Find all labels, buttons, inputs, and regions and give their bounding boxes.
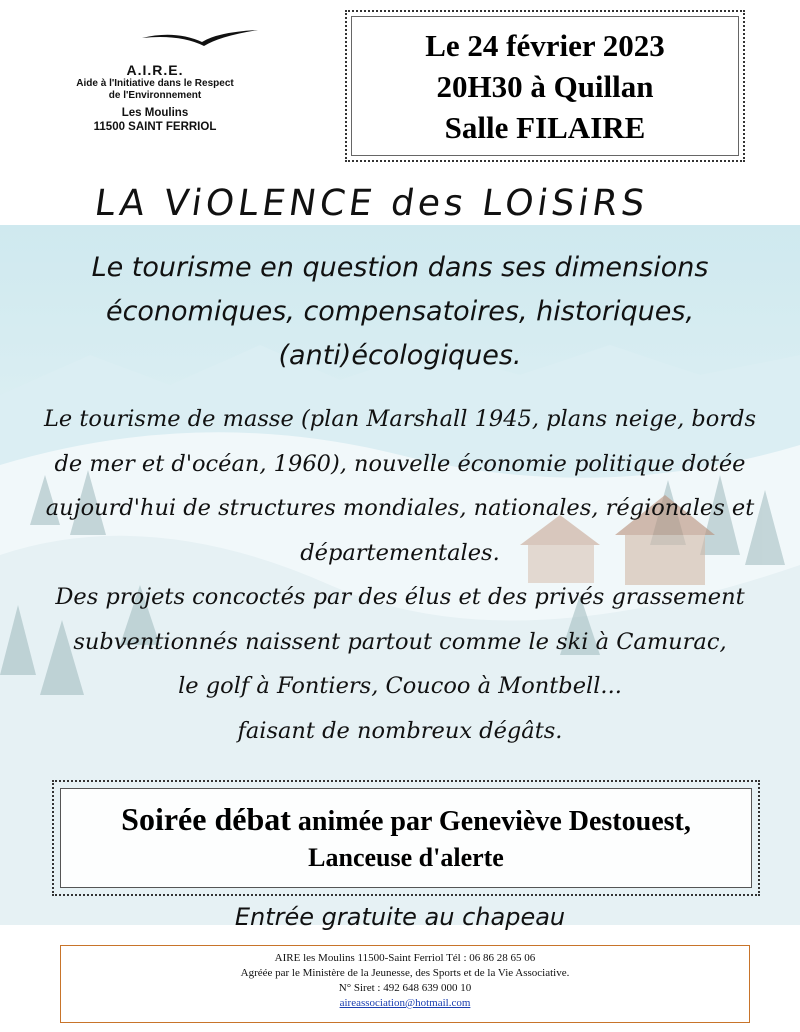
org-logo-block <box>40 28 270 134</box>
body-line: de mer et d'océan, 1960), nouvelle économie politique dotée <box>54 450 746 477</box>
debate-box <box>52 780 760 896</box>
subtitle-line: (anti)écologiques. <box>278 340 522 371</box>
contact-line-3: N° Siret : 492 648 639 000 10 <box>338 982 472 994</box>
poster-subtitle <box>20 246 780 378</box>
subtitle-line: Le tourisme en question dans ses dimensions <box>91 252 709 283</box>
debate-line-2: Lanceuse d'alerte <box>308 842 504 872</box>
event-venue: Salle FILAIRE <box>444 109 646 145</box>
subtitle-line: économiques, compensatoires, historiques, <box>105 296 695 327</box>
body-line: faisant de nombreux dégâts. <box>237 717 563 744</box>
org-subtitle-1: Aide à l'Initiative dans le Respect <box>76 78 234 89</box>
body-line: subventionnés naissent partout comme le ski à Camurac, <box>73 628 727 655</box>
entry-note: Entrée gratuite au chapeau <box>234 903 566 931</box>
poster-body-text <box>15 397 785 753</box>
debate-host: animée par Geneviève Destouest, <box>290 805 691 837</box>
org-address-1: Les Moulins <box>121 107 189 119</box>
body-line: le golf à Fontiers, Coucoo à Montbell... <box>178 673 622 699</box>
poster-title: LA ViOLENCE des LOiSiRS <box>92 183 652 224</box>
body-line: Le tourisme de masse (plan Marshall 1945, plans neige, bords <box>43 406 757 432</box>
body-line: départementales. <box>300 539 500 566</box>
body-line: aujourd'hui de structures mondiales, nationales, régionales et <box>45 495 755 521</box>
body-line: Des projets concoctés par des élus et des privés grassement <box>55 584 745 610</box>
contact-line-1: AIRE les Moulins 11500-Saint Ferriol Tél : 06 86 28 65 06 <box>274 952 536 964</box>
contact-footer-box <box>60 945 750 1023</box>
event-date: Le 24 février 2023 <box>425 27 665 63</box>
org-subtitle-2: de l'Environnement <box>108 90 202 101</box>
contact-line-2: Agréée par le Ministère de la Jeunesse, des Sports et de la Vie Associative. <box>240 967 570 979</box>
contact-email-link[interactable]: aireassociation@hotmail.com <box>339 997 471 1009</box>
org-name: A.I.R.E. <box>126 62 184 78</box>
event-info-box <box>345 10 745 162</box>
debate-lead: Soirée débat <box>121 800 291 837</box>
bird-icon <box>140 28 260 48</box>
org-address-2: 11500 SAINT FERRIOL <box>93 121 217 133</box>
debate-line-1 <box>121 801 691 840</box>
event-time-place: 20H30 à Quillan <box>436 68 654 104</box>
